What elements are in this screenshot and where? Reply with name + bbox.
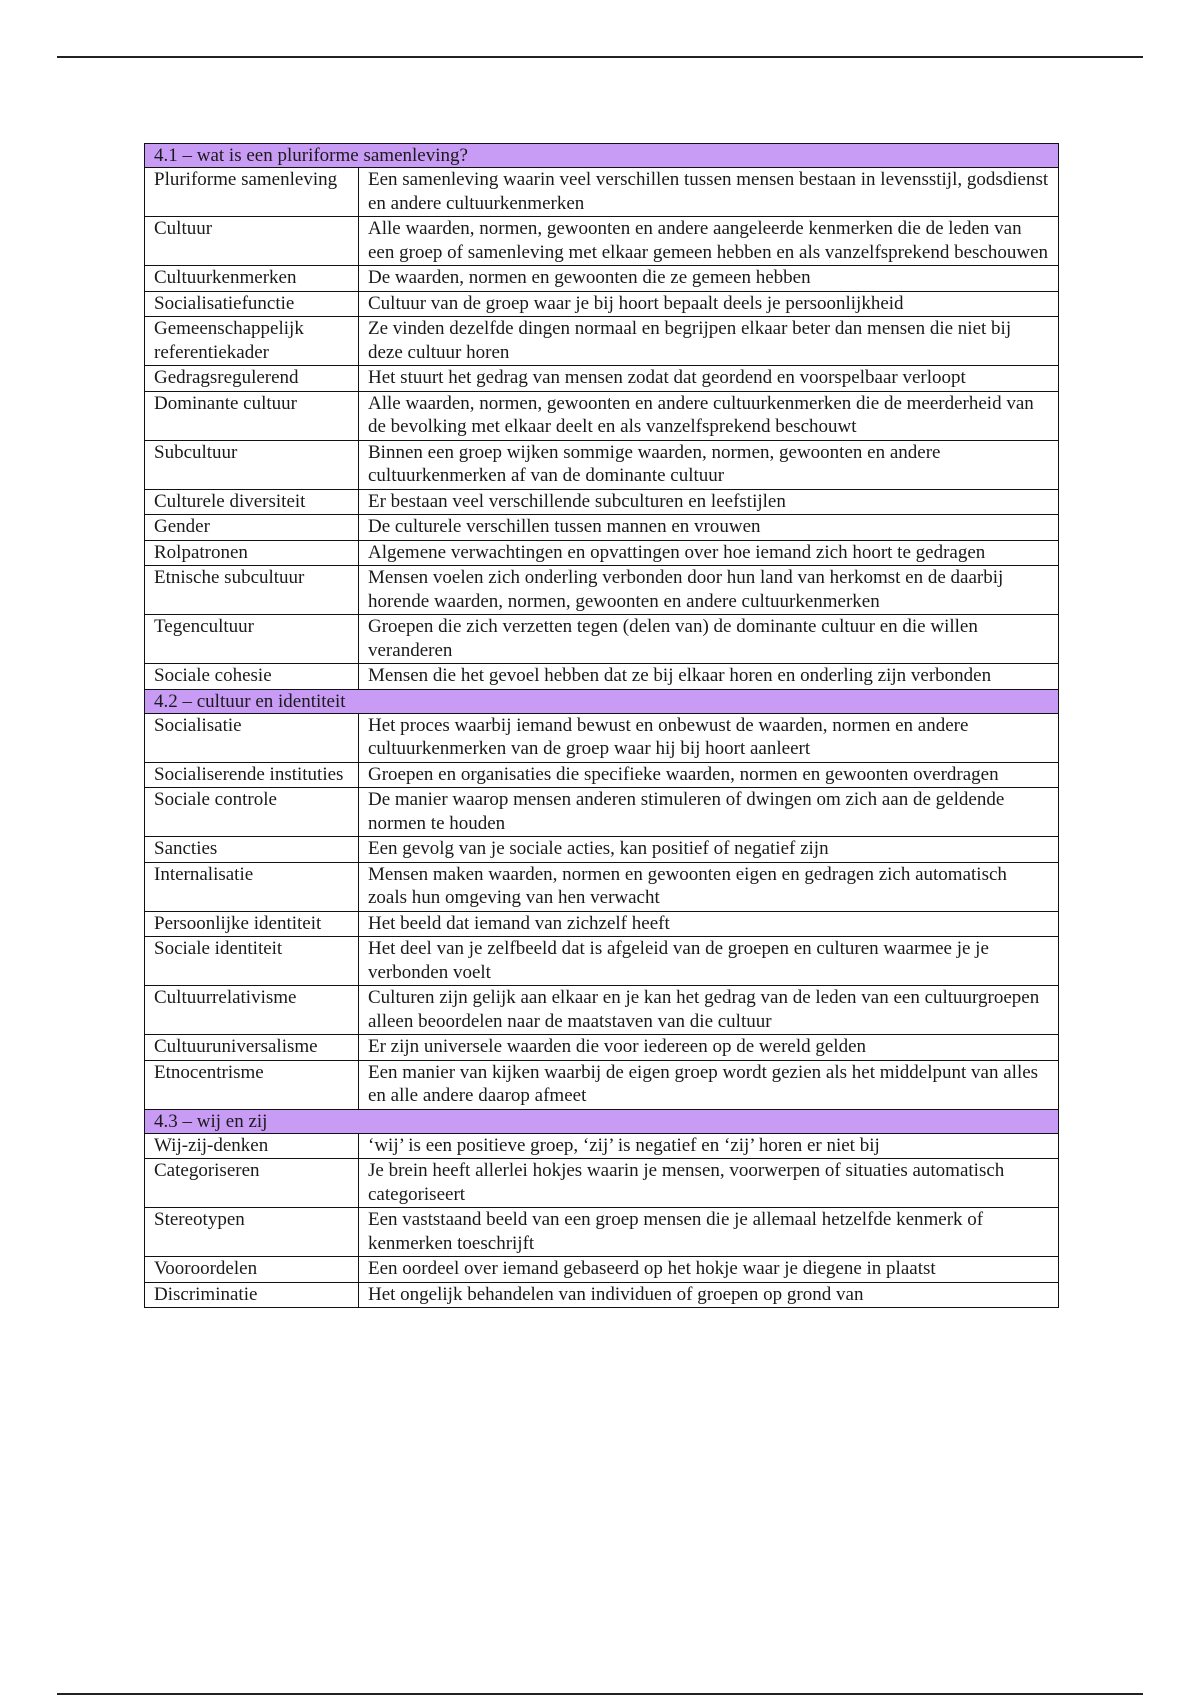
table-row — [145, 217, 1059, 266]
term-cell: Etnische subcultuur — [145, 566, 359, 615]
definition-cell: Alle waarden, normen, gewoonten en andere aangeleerde kenmerken die de leden van een groep of samenleving met elkaar gemeen hebben en als vanzelfsprekend beschouwen — [359, 217, 1059, 266]
term-cell: Cultuur — [145, 217, 359, 266]
table-row — [145, 391, 1059, 440]
table-row — [145, 1060, 1059, 1109]
table-row — [145, 1257, 1059, 1283]
table-row — [145, 489, 1059, 515]
definition-cell: ‘wij’ is een positieve groep, ‘zij’ is negatief en ‘zij’ horen er niet bij — [359, 1133, 1059, 1159]
term-cell: Vooroordelen — [145, 1257, 359, 1283]
definition-cell: Binnen een groep wijken sommige waarden, normen, gewoonten en andere cultuurkenmerken af van de dominante cultuur — [359, 440, 1059, 489]
term-cell: Gender — [145, 515, 359, 541]
definition-cell: De culturele verschillen tussen mannen en vrouwen — [359, 515, 1059, 541]
definition-cell: Er bestaan veel verschillende subculturen en leefstijlen — [359, 489, 1059, 515]
section-heading: 4.1 – wat is een pluriforme samenleving? — [145, 144, 1059, 168]
definition-cell: Groepen die zich verzetten tegen (delen van) de dominante cultuur en die willen veranderen — [359, 615, 1059, 664]
table-row — [145, 1035, 1059, 1061]
term-cell: Pluriforme samenleving — [145, 168, 359, 217]
table-row — [145, 615, 1059, 664]
table-row — [145, 291, 1059, 317]
table-row — [145, 788, 1059, 837]
definition-cell: Mensen maken waarden, normen en gewoonten eigen en gedragen zich automatisch zoals hun omgeving van hen verwacht — [359, 862, 1059, 911]
definition-cell: Een manier van kijken waarbij de eigen groep wordt gezien als het middelpunt van alles en alle andere daarop afmeet — [359, 1060, 1059, 1109]
term-cell: Tegencultuur — [145, 615, 359, 664]
glossary-table — [144, 143, 1059, 1308]
term-cell: Cultuurkenmerken — [145, 266, 359, 292]
term-cell: Internalisatie — [145, 862, 359, 911]
term-cell: Dominante cultuur — [145, 391, 359, 440]
term-cell: Sancties — [145, 837, 359, 863]
term-cell: Socialisatie — [145, 713, 359, 762]
term-cell: Sociale identiteit — [145, 937, 359, 986]
definition-cell: Algemene verwachtingen en opvattingen over hoe iemand zich hoort te gedragen — [359, 540, 1059, 566]
definition-cell: De waarden, normen en gewoonten die ze gemeen hebben — [359, 266, 1059, 292]
section-header-row — [145, 1109, 1059, 1133]
term-cell: Stereotypen — [145, 1208, 359, 1257]
glossary-body — [145, 144, 1059, 1308]
table-row — [145, 366, 1059, 392]
term-cell: Persoonlijke identiteit — [145, 911, 359, 937]
term-cell: Wij-zij-denken — [145, 1133, 359, 1159]
definition-cell: Er zijn universele waarden die voor iedereen op de wereld gelden — [359, 1035, 1059, 1061]
section-heading: 4.2 – cultuur en identiteit — [145, 689, 1059, 713]
term-cell: Subcultuur — [145, 440, 359, 489]
table-row — [145, 664, 1059, 690]
definition-cell: Mensen die het gevoel hebben dat ze bij elkaar horen en onderling zijn verbonden — [359, 664, 1059, 690]
term-cell: Socialiserende instituties — [145, 762, 359, 788]
term-cell: Sociale cohesie — [145, 664, 359, 690]
definition-cell: Een samenleving waarin veel verschillen tussen mensen bestaan in levensstijl, godsdienst en andere cultuurkenmerken — [359, 168, 1059, 217]
term-cell: Rolpatronen — [145, 540, 359, 566]
definition-cell: Mensen voelen zich onderling verbonden door hun land van herkomst en de daarbij horende waarden, normen, gewoonten en andere cultuurkenmerken — [359, 566, 1059, 615]
term-cell: Socialisatiefunctie — [145, 291, 359, 317]
table-row — [145, 1208, 1059, 1257]
definition-cell: Het beeld dat iemand van zichzelf heeft — [359, 911, 1059, 937]
definition-cell: Groepen en organisaties die specifieke waarden, normen en gewoonten overdragen — [359, 762, 1059, 788]
definition-cell: Een vaststaand beeld van een groep mensen die je allemaal hetzelfde kenmerk of kenmerken toeschrijft — [359, 1208, 1059, 1257]
definition-cell: Een gevolg van je sociale acties, kan positief of negatief zijn — [359, 837, 1059, 863]
definition-cell: Het ongelijk behandelen van individuen of groepen op grond van — [359, 1282, 1059, 1308]
definition-cell: Het proces waarbij iemand bewust en onbewust de waarden, normen en andere cultuurkenmerken van de groep waar hij bij hoort aanleert — [359, 713, 1059, 762]
definition-cell: Alle waarden, normen, gewoonten en andere cultuurkenmerken die de meerderheid van de bevolking met elkaar deelt en als vanzelfsprekend beschouwt — [359, 391, 1059, 440]
table-row — [145, 986, 1059, 1035]
definition-cell: Je brein heeft allerlei hokjes waarin je mensen, voorwerpen of situaties automatisch categoriseert — [359, 1159, 1059, 1208]
table-row — [145, 1282, 1059, 1308]
section-heading: 4.3 – wij en zij — [145, 1109, 1059, 1133]
page-bottom-rule — [57, 1693, 1143, 1695]
table-row — [145, 168, 1059, 217]
table-row — [145, 911, 1059, 937]
section-header-row — [145, 689, 1059, 713]
table-row — [145, 440, 1059, 489]
table-row — [145, 837, 1059, 863]
definition-cell: Cultuur van de groep waar je bij hoort bepaalt deels je persoonlijkheid — [359, 291, 1059, 317]
section-header-row — [145, 144, 1059, 168]
term-cell: Discriminatie — [145, 1282, 359, 1308]
term-cell: Categoriseren — [145, 1159, 359, 1208]
table-row — [145, 266, 1059, 292]
definition-cell: Het stuurt het gedrag van mensen zodat dat geordend en voorspelbaar verloopt — [359, 366, 1059, 392]
table-row — [145, 762, 1059, 788]
page-top-rule — [57, 56, 1143, 58]
table-row — [145, 1159, 1059, 1208]
definition-cell: Ze vinden dezelfde dingen normaal en begrijpen elkaar beter dan mensen die niet bij deze cultuur horen — [359, 317, 1059, 366]
table-row — [145, 317, 1059, 366]
table-row — [145, 566, 1059, 615]
table-row — [145, 937, 1059, 986]
table-row — [145, 515, 1059, 541]
table-row — [145, 862, 1059, 911]
table-row — [145, 713, 1059, 762]
definition-cell: Het deel van je zelfbeeld dat is afgeleid van de groepen en culturen waarmee je je verbonden voelt — [359, 937, 1059, 986]
term-cell: Cultuurrelativisme — [145, 986, 359, 1035]
definition-cell: De manier waarop mensen anderen stimuleren of dwingen om zich aan de geldende normen te houden — [359, 788, 1059, 837]
table-row — [145, 1133, 1059, 1159]
definition-cell: Een oordeel over iemand gebaseerd op het hokje waar je diegene in plaatst — [359, 1257, 1059, 1283]
table-row — [145, 540, 1059, 566]
definition-cell: Culturen zijn gelijk aan elkaar en je kan het gedrag van de leden van een cultuurgroepen alleen beoordelen naar de maatstaven van die cultuur — [359, 986, 1059, 1035]
term-cell: Cultuuruniversalisme — [145, 1035, 359, 1061]
term-cell: Culturele diversiteit — [145, 489, 359, 515]
term-cell: Sociale controle — [145, 788, 359, 837]
term-cell: Gemeenschappelijk referentiekader — [145, 317, 359, 366]
term-cell: Gedragsregulerend — [145, 366, 359, 392]
term-cell: Etnocentrisme — [145, 1060, 359, 1109]
